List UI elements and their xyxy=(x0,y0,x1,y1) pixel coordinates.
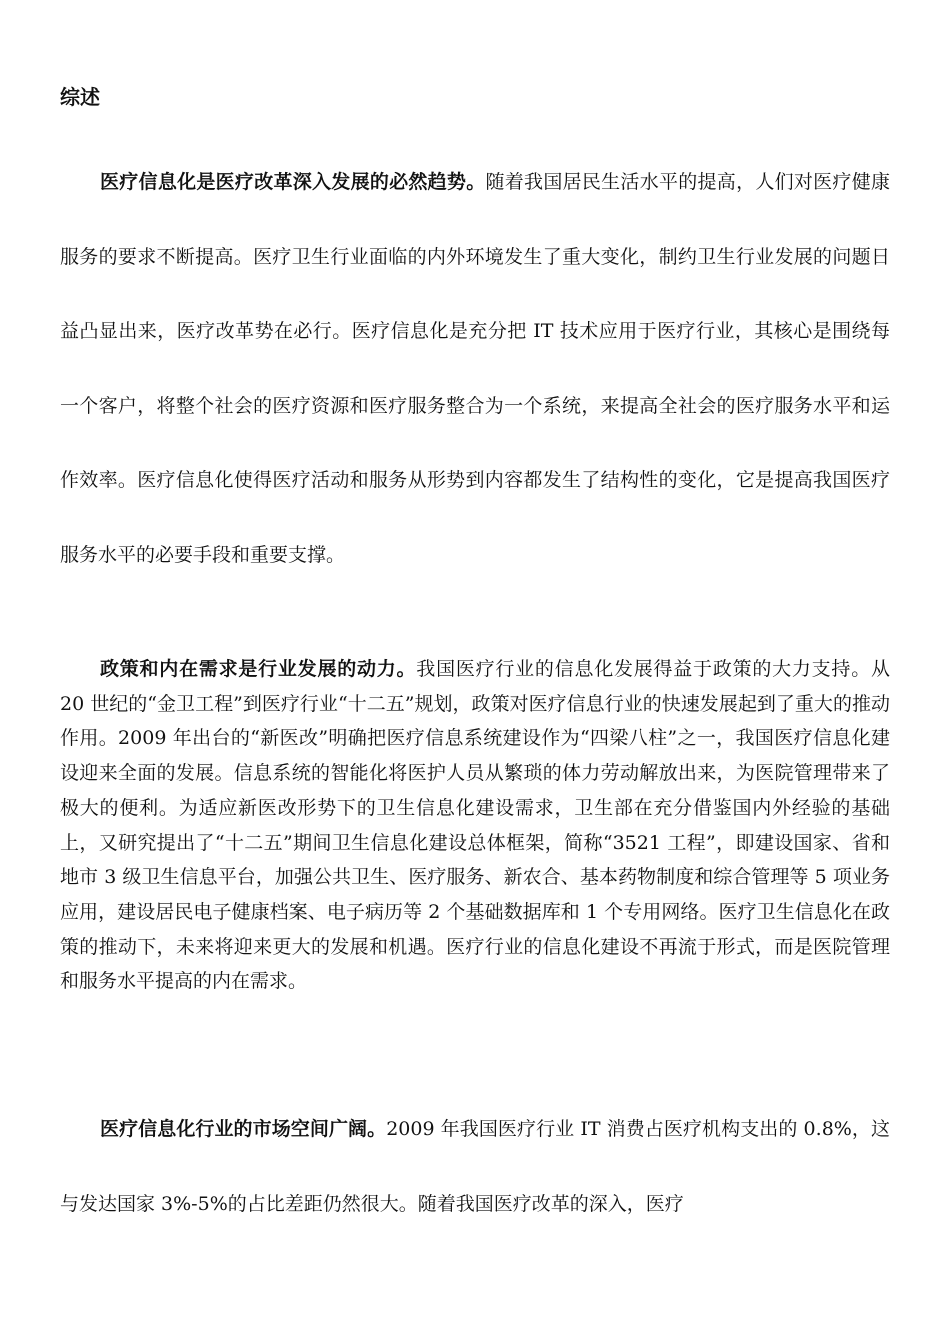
paragraph-body: 我国医疗行业的信息化发展得益于政策的大力支持。从 20 世纪的“金卫工程”到医疗行业“十二五”规划，政策对医疗信息行业的快速发展起到了重大的推动作用。2009 年出台的“新医改”明确把医疗信息系统建设作为“四梁八柱”之一，我国医疗信息化建设迎来全面的发展。信息系统的智能化将医护人员从繁琐的体力劳动解放出来，为医院管理带来了极大的便利。为适应新医改形势下的卫生信息化建设需求，卫生部在充分借鉴国内外经验的基础上，又研究提出了“十二五”期间卫生信息化建设总体框架，简称“3521 工程”，即建设国家、省和地市 3 级卫生信息平台，加强公共卫生、医疗服务、新农合、基本药物制度和综合管理等 5 项业务应用，建设居民电子健康档案、电子病历等 2 个基础数据库和 1 个专用网络。医疗卫生信息化在政策的推动下，未来将迎来更大的发展和机遇。医疗行业的信息化建设不再流于形式，而是医院管理和服务水平提高的内在需求。 xyxy=(60,658,890,993)
paragraph-lead: 医疗信息化是医疗改革深入发展的必然趋势。 xyxy=(100,171,486,193)
paragraph-body: 2009 年我国医疗行业 IT 消费占医疗机构支出的 0.8%，这与发达国家 3%-5%的占比差距仍然很大。随着我国医疗改革的深入，医疗 xyxy=(60,1118,890,1215)
paragraph-lead: 医疗信息化行业的市场空间广阔。 xyxy=(100,1118,387,1140)
paragraph-lead: 政策和内在需求是行业发展的动力。 xyxy=(100,658,417,680)
paragraph-market-space xyxy=(60,1092,890,1241)
paragraph-informatization-trend xyxy=(60,145,890,592)
paragraph-policy-driver xyxy=(60,652,890,999)
section-heading: 综述 xyxy=(60,85,100,109)
paragraph-body: 随着我国居民生活水平的提高，人们对医疗健康服务的要求不断提高。医疗卫生行业面临的内外环境发生了重大变化，制约卫生行业发展的问题日益凸显出来，医疗改革势在必行。医疗信息化是充分把 IT 技术应用于医疗行业，其核心是围绕每一个客户，将整个社会的医疗资源和医疗服务整合为一个系统，来提高全社会的医疗服务水平和运作效率。医疗信息化使得医疗活动和服务从形势到内容都发生了结构性的变化，它是提高我国医疗服务水平的必要手段和重要支撑。 xyxy=(60,171,890,566)
